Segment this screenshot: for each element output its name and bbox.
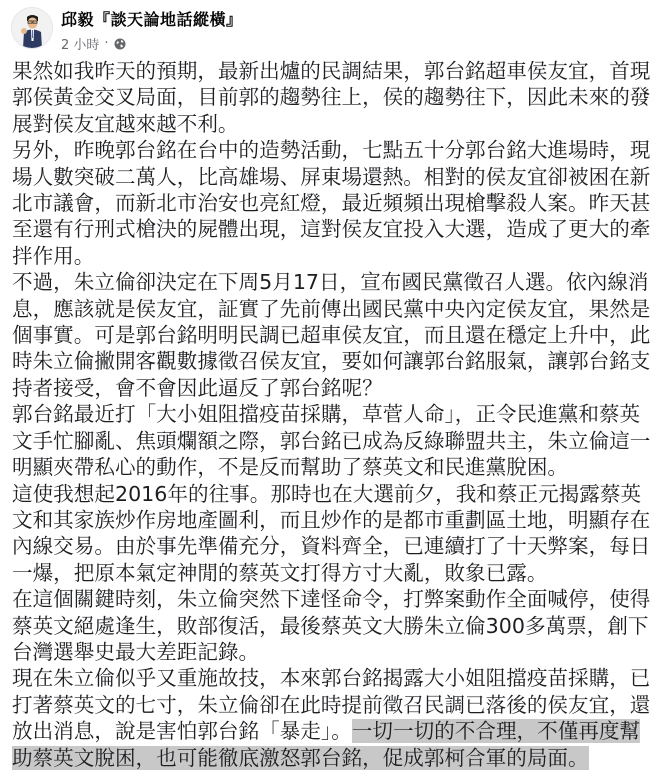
- post-header: [0, 0, 666, 56]
- profile-avatar-icon: [12, 8, 52, 48]
- post-timestamp[interactable]: 2 小時: [61, 38, 100, 53]
- post-paragraph-text: 現在朱立倫似乎又重施故技，本來郭台銘揭露大小姐阻擋疫苗採購，已打著蔡英文的七寸，朱立倫卻在此時提前徵召民調已落後的侯友宜，還放出消息，說是害怕郭台銘「暴走」。: [12, 666, 651, 744]
- selected-text-highlight[interactable]: 一切一切的不合理，不僅再度幫助蔡英文脫困，也可能徹底激怒郭台銘，促成郭柯合軍的局面。: [12, 719, 641, 770]
- author-name[interactable]: 邱毅『談天論地話縱橫』: [61, 10, 243, 29]
- post-paragraph: 果然如我昨天的預期，最新出爐的民調結果，郭台銘超車侯友宜，首現郭侯黃金交叉局面，目前郭的趨勢往上，侯的趨勢往下，因此未來的發展對侯友宜越來越不利。: [12, 59, 651, 136]
- post-paragraph: 這使我想起2016年的往事。那時也在大選前夕，我和蔡正元揭露蔡英文和其家族炒作房地產圖利，而且炒作的是都市重劃區土地，明顯存在內線交易。由於事先準備充分，資料齊全，已連續打了十天弊案，每日一爆，把原本氣定神閒的蔡英文打得方寸大亂，敗象已露。: [12, 481, 651, 585]
- meta-separator: ·: [104, 36, 109, 51]
- post-paragraph: 另外，昨晚郭台銘在台中的造勢活動，七點五十分郭台銘大進場時，現場人數突破二萬人，比高雄場、屏東場還熱。相對的侯友宜卻被困在新北市議會，而新北市治安也亮紅燈，最近頻頻出現槍擊殺人案。昨天甚至還有行刑式槍決的屍體出現，這對侯友宜投入大選，造成了更大的牽拌作用。: [12, 138, 651, 268]
- post-paragraph: 在這個關鍵時刻，朱立倫突然下達怪命令，打弊案動作全面喊停，使得蔡英文絕處逢生，敗部復活，最後蔡英文大勝朱立倫300多萬票，創下台灣選舉史最大差距記錄。: [12, 587, 651, 664]
- globe-icon[interactable]: [114, 38, 126, 50]
- post-paragraph-last: [12, 665, 658, 771]
- post-paragraph: 郭台銘最近打「大小姐阻擋疫苗採購，草菅人命」，正令民進黨和蔡英文手忙腳亂、焦頭爛額之際，郭台銘已成為反綠聯盟共主，朱立倫這一明顯夾帶私心的動作，不是反而幫助了蔡英文和民進黨脫困。: [12, 402, 651, 480]
- author-avatar[interactable]: [11, 7, 53, 49]
- post-meta: [61, 34, 126, 53]
- post-paragraph: 不過，朱立倫卻決定在下周5月17日，宣布國民黨徵召人選。依內線消息，應該就是侯友宜，証實了先前傳出國民黨中央內定侯友宜，果然是個事實。可是郭台銘明明民調已超車侯友宜，而且還在穩定上升中，此時朱立倫撇開客觀數據徵召侯友宜，要如何讓郭台銘服氣，讓郭台銘支持者接受，會不會因此逼反了郭台銘呢？: [12, 270, 651, 400]
- post-body: [12, 58, 658, 771]
